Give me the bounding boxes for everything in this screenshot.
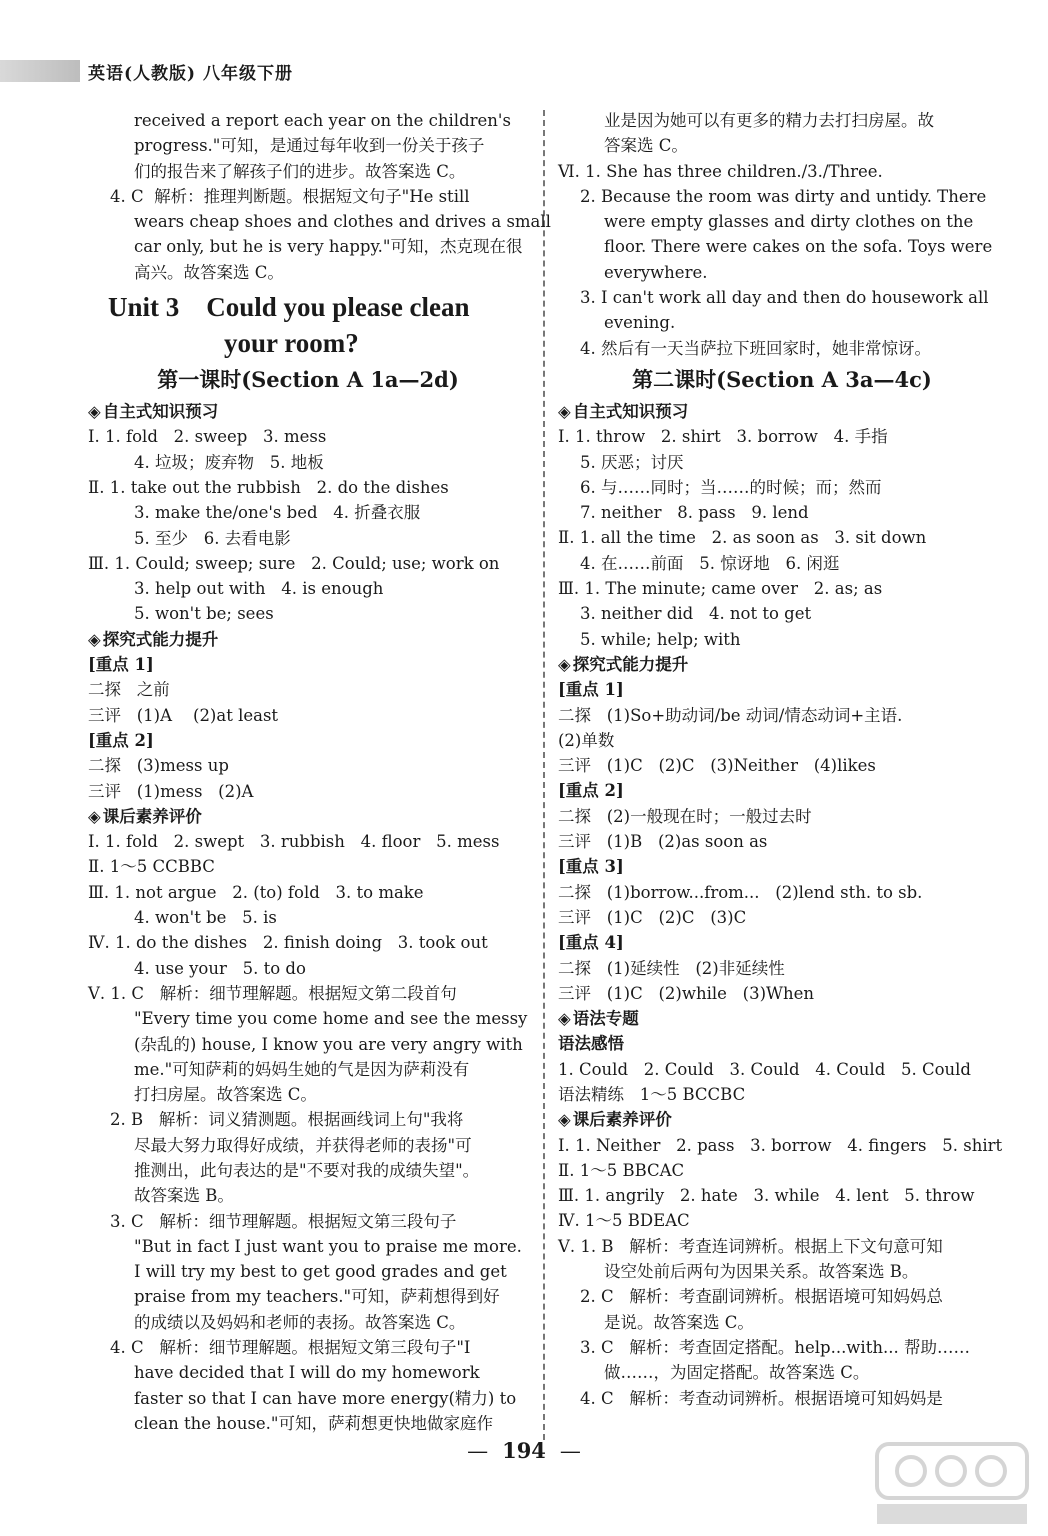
answer-line: 业是因为她可以有更多的精力去打扫房屋。故 bbox=[604, 111, 934, 130]
answer-line: 三评 (1)A (2)at least bbox=[88, 705, 279, 725]
answer-line: received a report each year on the children's bbox=[134, 111, 511, 130]
header-decoration-bar bbox=[0, 60, 80, 82]
key-point-label: [重点 4] bbox=[558, 933, 624, 953]
answer-line: Ⅵ. 1. She has three children./3./Three. bbox=[558, 161, 883, 181]
key-point-label: [重点 3] bbox=[558, 857, 624, 877]
answer-line: floor. There were cakes on the sofa. Toys were bbox=[604, 237, 993, 257]
answer-line: I will try my best to get good grades and get bbox=[134, 1262, 507, 1282]
answer-line: 二探 (3)mess up bbox=[88, 756, 229, 776]
lesson-title-2: 第二课时(Section A 3a—4c) bbox=[632, 366, 932, 392]
left-preview-block bbox=[88, 424, 528, 626]
right-column bbox=[558, 108, 1006, 1411]
answer-line: 答案选 C。 bbox=[604, 136, 688, 156]
answer-line: 打扫房屋。故答案选 C。 bbox=[134, 1085, 317, 1105]
answer-line: 二探 (1)So+助动词/be 动词/情态动词+主语. bbox=[558, 705, 903, 725]
answer-line: Ⅰ. 1. fold 2. sweep 3. mess bbox=[88, 427, 327, 447]
unit-title-line-2: your room? bbox=[224, 328, 359, 359]
answer-line: 是说。故答案选 C。 bbox=[604, 1312, 754, 1332]
answer-line: faster so that I can have more energy(精力) to bbox=[134, 1388, 517, 1408]
answer-line: (2)单数 bbox=[558, 730, 615, 750]
answer-line: everywhere. bbox=[604, 262, 708, 282]
section-heading: ◈ 课后素养评价 bbox=[558, 1107, 1006, 1132]
answer-line: 5. won't be; sees bbox=[134, 604, 274, 624]
answer-line: 做……，为固定搭配。故答案选 C。 bbox=[604, 1363, 870, 1383]
left-intro-block bbox=[88, 108, 551, 285]
answer-line: Ⅳ. 1. do the dishes 2. finish doing 3. took out bbox=[88, 933, 488, 953]
grammar-subheading: 语法感悟 bbox=[558, 1034, 624, 1054]
answer-line: 二探 (1)延续性 (2)非延续性 bbox=[558, 958, 785, 978]
answer-line: 2. Because the room was dirty and untidy. There bbox=[580, 186, 987, 206]
answer-line: 2. B 解析：词义猜测题。根据画线词上句"我将 bbox=[110, 1110, 464, 1130]
answer-line: Ⅴ. 1. B 解析：考查连词辨析。根据上下文句意可知 bbox=[558, 1236, 943, 1256]
watermark-logo bbox=[871, 1438, 1036, 1530]
answer-line: (杂乱的) house, I know you are very angry with bbox=[134, 1034, 523, 1054]
unit-title-line-1: Unit 3 Could you please clean bbox=[108, 292, 470, 323]
answer-line: 5. while; help; with bbox=[580, 629, 741, 649]
grammar-answers: 1. Could 2. Could 3. Could 4. Could 5. Could bbox=[558, 1059, 971, 1079]
answer-line: 推测出，此句表达的是"不要对我的成绩失望"。 bbox=[134, 1160, 480, 1180]
key-point-label: [重点 2] bbox=[558, 781, 624, 801]
answer-line: clean the house."可知，萨莉想更快地做家庭作 bbox=[134, 1413, 494, 1433]
answer-line: Ⅰ. 1. Neither 2. pass 3. borrow 4. fingers 5. shirt bbox=[558, 1135, 1003, 1155]
left-explore-block bbox=[88, 652, 528, 804]
answer-line: 3. neither did 4. not to get bbox=[580, 604, 812, 624]
unit-title bbox=[108, 289, 528, 361]
answer-line: praise from my teachers."可知，萨莉想得到好 bbox=[134, 1287, 500, 1307]
answer-line: 4. C 解析：推理判断题。根据短文句子"He still bbox=[110, 186, 470, 206]
section-heading: ◈ 探究式能力提升 bbox=[88, 627, 528, 652]
answer-line: 4. use your 5. to do bbox=[134, 958, 306, 978]
answer-line: Ⅰ. 1. fold 2. swept 3. rubbish 4. floor 5. mess bbox=[88, 832, 500, 852]
section-heading: ◈ 自主式知识预习 bbox=[88, 399, 528, 424]
answer-line: Ⅰ. 1. throw 2. shirt 3. borrow 4. 手指 bbox=[558, 427, 888, 447]
left-column bbox=[88, 108, 551, 1436]
key-point-label: [重点 1] bbox=[88, 655, 154, 675]
answer-line: Ⅱ. 1～5 BBCAC bbox=[558, 1160, 685, 1180]
answer-line: have decided that I will do my homework bbox=[134, 1363, 480, 1383]
answer-line: 们的报告来了解孩子们的进步。故答案选 C。 bbox=[134, 161, 466, 181]
answer-line: 设空处前后两句为因果关系。故答案选 B。 bbox=[604, 1262, 919, 1282]
section-heading: ◈ 探究式能力提升 bbox=[558, 652, 1006, 677]
answer-line: 三评 (1)mess (2)A bbox=[88, 781, 254, 801]
answer-line: 7. neither 8. pass 9. lend bbox=[580, 503, 809, 523]
answer-line: 4. won't be 5. is bbox=[134, 908, 277, 928]
answer-line: 4. 然后有一天当萨拉下班回家时，她非常惊讶。 bbox=[580, 338, 931, 358]
answer-line: 4. 在……前面 5. 惊讶地 6. 闲逛 bbox=[580, 553, 840, 573]
lesson-title-1: 第一课时(Section A 1a—2d) bbox=[157, 367, 459, 393]
section-heading: ◈ 课后素养评价 bbox=[88, 804, 528, 829]
answer-line: Ⅲ. 1. angrily 2. hate 3. while 4. lent 5. throw bbox=[558, 1186, 975, 1206]
answer-line: 4. C 解析：细节理解题。根据短文第三段句子"I bbox=[110, 1338, 471, 1358]
section-heading: ◈ 语法专题 bbox=[558, 1006, 1006, 1031]
right-explore-block bbox=[558, 677, 1006, 1006]
answer-line: 三评 (1)C (2)while (3)When bbox=[558, 983, 814, 1003]
answer-line: Ⅲ. 1. not argue 2. (to) fold 3. to make bbox=[88, 882, 424, 902]
answer-line: wears cheap shoes and clothes and drives a small bbox=[134, 212, 551, 232]
answer-line: 4. C 解析：考查动词辨析。根据语境可知妈妈是 bbox=[580, 1388, 943, 1408]
answer-line: 3. I can't work all day and then do housework all bbox=[580, 288, 989, 308]
answer-line: Ⅱ. 1. all the time 2. as soon as 3. sit down bbox=[558, 528, 927, 548]
answer-line: 三评 (1)C (2)C (3)Neither (4)likes bbox=[558, 756, 876, 776]
answer-line: Ⅴ. 1. C 解析：细节理解题。根据短文第二段首句 bbox=[88, 983, 457, 1003]
grammar-practice: 语法精练 1～5 BCCBC bbox=[558, 1084, 746, 1104]
key-point-label: [重点 2] bbox=[88, 730, 154, 750]
answer-line: evening. bbox=[604, 313, 676, 333]
answer-line: 三评 (1)C (2)C (3)C bbox=[558, 907, 747, 927]
column-divider bbox=[543, 110, 545, 1440]
answer-line: 二探 之前 bbox=[88, 680, 170, 700]
answer-line: progress."可知，是通过每年收到一份关于孩子 bbox=[134, 136, 485, 156]
answer-line: 2. C 解析：考查副词辨析。根据语境可知妈妈总 bbox=[580, 1287, 943, 1307]
answer-line: "But in fact I just want you to praise me more. bbox=[134, 1236, 522, 1256]
answer-line: Ⅱ. 1～5 CCBBC bbox=[88, 857, 215, 877]
answer-line: 高兴。故答案选 C。 bbox=[134, 262, 284, 282]
answer-line: 三评 (1)B (2)as soon as bbox=[558, 832, 768, 852]
answer-line: 6. 与……同时；当……的时候；而；然而 bbox=[580, 477, 882, 497]
answer-line: were empty glasses and dirty clothes on the bbox=[604, 212, 974, 232]
book-header: 英语(人教版) 八年级下册 bbox=[88, 64, 294, 84]
answer-line: me."可知萨莉的妈妈生她的气是因为萨莉没有 bbox=[134, 1059, 470, 1079]
answer-line: 的成绩以及妈妈和老师的表扬。故答案选 C。 bbox=[134, 1312, 466, 1332]
section-heading: ◈ 自主式知识预习 bbox=[558, 399, 1006, 424]
answer-line: 3. help out with 4. is enough bbox=[134, 579, 384, 599]
answer-line: 二探 (1)borrow...from... (2)lend sth. to sb. bbox=[558, 882, 923, 902]
answer-line: 二探 (2)一般现在时；一般过去时 bbox=[558, 806, 812, 826]
answer-line: 3. make the/one's bed 4. 折叠衣服 bbox=[134, 503, 421, 523]
answer-line: 故答案选 B。 bbox=[134, 1186, 234, 1206]
left-evaluation-block bbox=[88, 829, 528, 1436]
answer-line: 3. C 解析：细节理解题。根据短文第三段句子 bbox=[110, 1211, 457, 1231]
page-number: — 194 — bbox=[0, 1438, 1048, 1463]
answer-line: car only, but he is very happy."可知，杰克现在很 bbox=[134, 237, 523, 257]
answer-line: Ⅲ. 1. Could; sweep; sure 2. Could; use; work on bbox=[88, 553, 500, 573]
right-evaluation-block bbox=[558, 1133, 1006, 1411]
answer-line: "Every time you come home and see the messy bbox=[134, 1009, 528, 1029]
answer-line: 3. C 解析：考查固定搭配。help...with... 帮助…… bbox=[580, 1337, 970, 1357]
answer-line: Ⅲ. 1. The minute; came over 2. as; as bbox=[558, 579, 883, 599]
right-intro-block bbox=[558, 108, 1006, 361]
answer-line: Ⅱ. 1. take out the rubbish 2. do the dishes bbox=[88, 477, 449, 497]
key-point-label: [重点 1] bbox=[558, 680, 624, 700]
right-preview-block bbox=[558, 424, 1006, 652]
answer-line: 4. 垃圾；废弃物 5. 地板 bbox=[134, 452, 324, 472]
answer-line: 尽最大努力取得好成绩，并获得老师的表扬"可 bbox=[134, 1135, 472, 1155]
answer-line: 5. 至少 6. 去看电影 bbox=[134, 528, 291, 548]
answer-line: Ⅳ. 1～5 BDEAC bbox=[558, 1211, 690, 1231]
answer-line: 5. 厌恶；讨厌 bbox=[580, 452, 684, 472]
